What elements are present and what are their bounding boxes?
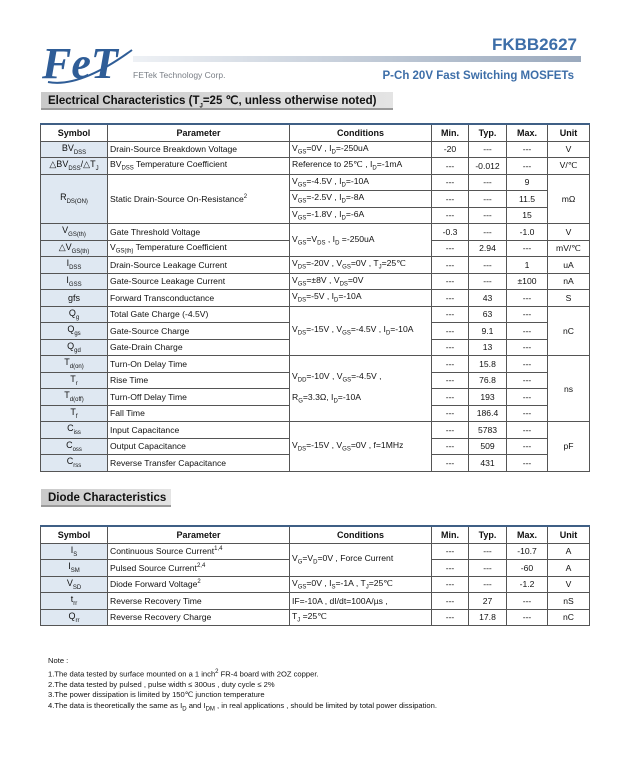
symbol-cell: $I_{SM}$	[41, 560, 108, 577]
symbol-cell: $I_{GSS}$	[41, 273, 108, 290]
conditions-cell: $V_G=V_D=0V$ , Force Current	[290, 543, 432, 576]
electrical-section-title: Electrical Characteristics ($T_J=25$ ℃, unless otherwise noted)	[41, 92, 393, 110]
typ-cell: ---	[469, 273, 507, 290]
parameter-cell: Fall Time	[108, 405, 290, 422]
max-cell: ---	[507, 609, 548, 626]
conditions-cell: $T_J$ =25℃	[290, 609, 432, 626]
conditions-cell: $V_{DS}=-5V$ , $I_D=-10A$	[290, 290, 432, 307]
symbol-cell: $Q_{gd}$	[41, 339, 108, 356]
note-item: 4.The data is theoretically the same as $I_D$ and $I_{DM}$ , in real applications , should be limited by total power dissipation.	[48, 700, 437, 713]
table-row	[41, 609, 590, 626]
table-row	[41, 174, 590, 191]
table-header-row	[41, 526, 590, 543]
parameter-cell: Continuous Source Current$^{1,4}$	[108, 543, 290, 560]
min-cell: ---	[432, 576, 469, 593]
conditions-cell: $V_{GS}=-4.5V$ , $I_D=-10A$	[290, 174, 432, 191]
parameter-cell: Drain-Source Leakage Current	[108, 257, 290, 274]
parameter-cell: Reverse Transfer Capacitance	[108, 455, 290, 472]
col-header-max: Max.	[507, 124, 548, 141]
min-cell: ---	[432, 560, 469, 577]
symbol-cell: $BV_{DSS}$	[41, 141, 108, 158]
table-row	[41, 306, 590, 323]
parameter-cell: Rise Time	[108, 372, 290, 389]
min-cell: ---	[432, 174, 469, 191]
min-cell: ---	[432, 405, 469, 422]
parameter-cell: Output Capacitance	[108, 438, 290, 455]
typ-cell: 186.4	[469, 405, 507, 422]
typ-cell: 9.1	[469, 323, 507, 340]
min-cell: ---	[432, 455, 469, 472]
typ-cell: ---	[469, 207, 507, 224]
unit-cell: A	[548, 560, 590, 577]
parameter-cell: Input Capacitance	[108, 422, 290, 439]
col-header-min: Min.	[432, 526, 469, 543]
company-name: FETek Technology Corp.	[133, 70, 226, 80]
header-bar	[133, 56, 581, 62]
parameter-cell: Gate Threshold Voltage	[108, 224, 290, 241]
typ-cell: 43	[469, 290, 507, 307]
product-subtitle: P-Ch 20V Fast Switching MOSFETs	[382, 70, 574, 82]
conditions-cell: $V_{GS}=-1.8V$ , $I_D=-6A$	[290, 207, 432, 224]
typ-cell: 13	[469, 339, 507, 356]
table-row	[41, 257, 590, 274]
table-header-row	[41, 124, 590, 141]
min-cell: ---	[432, 609, 469, 626]
min-cell: ---	[432, 290, 469, 307]
symbol-cell: $T_{d(on)}$	[41, 356, 108, 373]
note-item: 3.The power dissipation is limited by 150℃ junction temperature	[48, 690, 265, 700]
typ-cell: -0.012	[469, 158, 507, 175]
typ-cell: 5783	[469, 422, 507, 439]
unit-cell: mV/℃	[548, 240, 590, 257]
symbol-cell: $\triangle BV_{DSS}/\triangle T_J$	[41, 158, 108, 175]
unit-cell: V	[548, 224, 590, 241]
typ-cell: ---	[469, 576, 507, 593]
unit-cell: nS	[548, 593, 590, 610]
max-cell: 15	[507, 207, 548, 224]
max-cell: 9	[507, 174, 548, 191]
col-header-conditions: Conditions	[290, 124, 432, 141]
col-header-typ: Typ.	[469, 526, 507, 543]
max-cell: ---	[507, 389, 548, 406]
max-cell: ---	[507, 356, 548, 373]
parameter-cell: Turn-On Delay Time	[108, 356, 290, 373]
table-row	[41, 422, 590, 439]
symbol-cell: $I_{DSS}$	[41, 257, 108, 274]
fetek-logo	[40, 38, 135, 90]
table-row	[41, 224, 590, 241]
max-cell: ---	[507, 455, 548, 472]
max-cell: ---	[507, 306, 548, 323]
min-cell: ---	[432, 593, 469, 610]
diode-section-title: Diode Characteristics	[41, 489, 171, 507]
parameter-cell: Turn-Off Delay Time	[108, 389, 290, 406]
typ-cell: ---	[469, 560, 507, 577]
col-header-parameter: Parameter	[108, 124, 290, 141]
typ-cell: ---	[469, 224, 507, 241]
typ-cell: 63	[469, 306, 507, 323]
conditions-cell: $V_{GS}=-2.5V$ , $I_D=-8A$	[290, 191, 432, 208]
symbol-cell: gfs	[41, 290, 108, 307]
symbol-cell: $C_{oss}$	[41, 438, 108, 455]
parameter-cell: Pulsed Source Current$^{2,4}$	[108, 560, 290, 577]
typ-cell: 76.8	[469, 372, 507, 389]
parameter-cell: $V_{GS(th)}$ Temperature Coefficient	[108, 240, 290, 257]
symbol-cell: $I_S$	[41, 543, 108, 560]
col-header-unit: Unit	[548, 124, 590, 141]
col-header-symbol: Symbol	[41, 124, 108, 141]
parameter-cell: Total Gate Charge (-4.5V)	[108, 306, 290, 323]
min-cell: ---	[432, 273, 469, 290]
max-cell: ---	[507, 290, 548, 307]
conditions-cell: $V_{DS}=-20V$ , $V_{GS}=0V$ , $T_J=25℃$	[290, 257, 432, 274]
symbol-cell: $C_{iss}$	[41, 422, 108, 439]
table-row	[41, 158, 590, 175]
parameter-cell: Gate-Drain Charge	[108, 339, 290, 356]
min-cell: ---	[432, 389, 469, 406]
table-row	[41, 141, 590, 158]
unit-cell: S	[548, 290, 590, 307]
unit-cell: V	[548, 141, 590, 158]
col-header-max: Max.	[507, 526, 548, 543]
table-row	[41, 576, 590, 593]
typ-cell: 193	[469, 389, 507, 406]
conditions-cell: $V_{GS}=0V$ , $I_D=-250uA$	[290, 141, 432, 158]
symbol-cell: $Q_{rr}$	[41, 609, 108, 626]
unit-cell: A	[548, 543, 590, 560]
symbol-cell: $T_r$	[41, 372, 108, 389]
max-cell: ---	[507, 422, 548, 439]
min-cell: ---	[432, 191, 469, 208]
typ-cell: 2.94	[469, 240, 507, 257]
note-item: 1.The data tested by surface mounted on a 1 inch$^2$ FR-4 board with 2OZ copper.	[48, 668, 319, 679]
min-cell: ---	[432, 356, 469, 373]
symbol-cell: $V_{SD}$	[41, 576, 108, 593]
table-row	[41, 543, 590, 560]
max-cell: -10.7	[507, 543, 548, 560]
max-cell: 11.5	[507, 191, 548, 208]
col-header-unit: Unit	[548, 526, 590, 543]
typ-cell: ---	[469, 257, 507, 274]
notes-section	[48, 656, 437, 715]
min-cell: ---	[432, 372, 469, 389]
min-cell: ---	[432, 240, 469, 257]
parameter-cell: Diode Forward Voltage$^2$	[108, 576, 290, 593]
symbol-cell: $\triangle V_{GS(th)}$	[41, 240, 108, 257]
parameter-cell: Gate-Source Leakage Current	[108, 273, 290, 290]
typ-cell: 17.8	[469, 609, 507, 626]
conditions-cell: $V_{GS}=0V$ , $I_S=-1A$ , $T_J=25℃$	[290, 576, 432, 593]
unit-cell: nC	[548, 306, 590, 356]
unit-cell: mΩ	[548, 174, 590, 224]
min-cell: ---	[432, 422, 469, 439]
unit-cell: nC	[548, 609, 590, 626]
min-cell: ---	[432, 257, 469, 274]
unit-cell: nA	[548, 273, 590, 290]
parameter-cell: Drain-Source Breakdown Voltage	[108, 141, 290, 158]
min-cell: ---	[432, 323, 469, 340]
max-cell: ---	[507, 593, 548, 610]
conditions-cell: $V_{GS}=V_{DS}$ , $I_D =-250uA$	[290, 224, 432, 257]
unit-cell: uA	[548, 257, 590, 274]
parameter-cell: Forward Transconductance	[108, 290, 290, 307]
max-cell: ---	[507, 141, 548, 158]
max-cell: -60	[507, 560, 548, 577]
symbol-cell: $Q_g$	[41, 306, 108, 323]
min-cell: ---	[432, 339, 469, 356]
typ-cell: ---	[469, 543, 507, 560]
col-header-symbol: Symbol	[41, 526, 108, 543]
typ-cell: 509	[469, 438, 507, 455]
symbol-cell: $t_{rr}$	[41, 593, 108, 610]
typ-cell: 27	[469, 593, 507, 610]
min-cell: -0.3	[432, 224, 469, 241]
symbol-cell: $T_f$	[41, 405, 108, 422]
max-cell: ±100	[507, 273, 548, 290]
symbol-cell: $T_{d(off)}$	[41, 389, 108, 406]
max-cell: ---	[507, 158, 548, 175]
typ-cell: 15.8	[469, 356, 507, 373]
electrical-characteristics-table	[40, 123, 590, 472]
unit-cell: pF	[548, 422, 590, 472]
conditions-cell: $V_{DS}=-15V$ , $V_{GS}=-4.5V$ , $I_D=-10A$	[290, 306, 432, 356]
table-row	[41, 593, 590, 610]
parameter-cell: Static Drain-Source On-Resistance$^2$	[108, 174, 290, 224]
min-cell: -20	[432, 141, 469, 158]
col-header-parameter: Parameter	[108, 526, 290, 543]
typ-cell: 431	[469, 455, 507, 472]
min-cell: ---	[432, 306, 469, 323]
symbol-cell: $V_{GS(th)}$	[41, 224, 108, 241]
min-cell: ---	[432, 543, 469, 560]
diode-characteristics-table	[40, 525, 590, 626]
max-cell: ---	[507, 240, 548, 257]
parameter-cell: $BV_{DSS}$ Temperature Coefficient	[108, 158, 290, 175]
unit-cell: V	[548, 576, 590, 593]
symbol-cell: $Q_{gs}$	[41, 323, 108, 340]
min-cell: ---	[432, 207, 469, 224]
conditions-cell: $V_{DD}=-10V$ , $V_{GS}=-4.5V$ , $R_G=3.3\Omega$, $I_D=-10A$	[290, 356, 432, 422]
conditions-cell: IF=-10A , dI/dt=100A/µs ,	[290, 593, 432, 610]
table-row	[41, 356, 590, 373]
col-header-conditions: Conditions	[290, 526, 432, 543]
note-item: 2.The data tested by pulsed , pulse width ≤ 300us , duty cycle ≤ 2%	[48, 679, 275, 689]
table-row	[41, 290, 590, 307]
conditions-cell: Reference to 25℃ , $I_D=-1mA$	[290, 158, 432, 175]
parameter-cell: Reverse Recovery Charge	[108, 609, 290, 626]
max-cell: ---	[507, 323, 548, 340]
col-header-min: Min.	[432, 124, 469, 141]
parameter-cell: Reverse Recovery Time	[108, 593, 290, 610]
unit-cell: ns	[548, 356, 590, 422]
logo-text: FeT	[42, 39, 118, 88]
max-cell: ---	[507, 372, 548, 389]
min-cell: ---	[432, 158, 469, 175]
conditions-cell: $V_{DS}=-15V$ , $V_{GS}=0V$ , f=1MHz	[290, 422, 432, 472]
symbol-cell: $R_{DS(ON)}$	[41, 174, 108, 224]
max-cell: -1.0	[507, 224, 548, 241]
parameter-cell: Gate-Source Charge	[108, 323, 290, 340]
min-cell: ---	[432, 438, 469, 455]
col-header-typ: Typ.	[469, 124, 507, 141]
unit-cell: V/℃	[548, 158, 590, 175]
max-cell: 1	[507, 257, 548, 274]
typ-cell: ---	[469, 191, 507, 208]
max-cell: ---	[507, 438, 548, 455]
typ-cell: ---	[469, 141, 507, 158]
max-cell: ---	[507, 339, 548, 356]
max-cell: -1.2	[507, 576, 548, 593]
max-cell: ---	[507, 405, 548, 422]
table-row	[41, 273, 590, 290]
typ-cell: ---	[469, 174, 507, 191]
conditions-cell: $V_{GS}=\pm 8V$ , $V_{DS}=0V$	[290, 273, 432, 290]
notes-title: Note :	[48, 656, 69, 665]
part-number: FKBB2627	[491, 35, 577, 54]
symbol-cell: $C_{rss}$	[41, 455, 108, 472]
